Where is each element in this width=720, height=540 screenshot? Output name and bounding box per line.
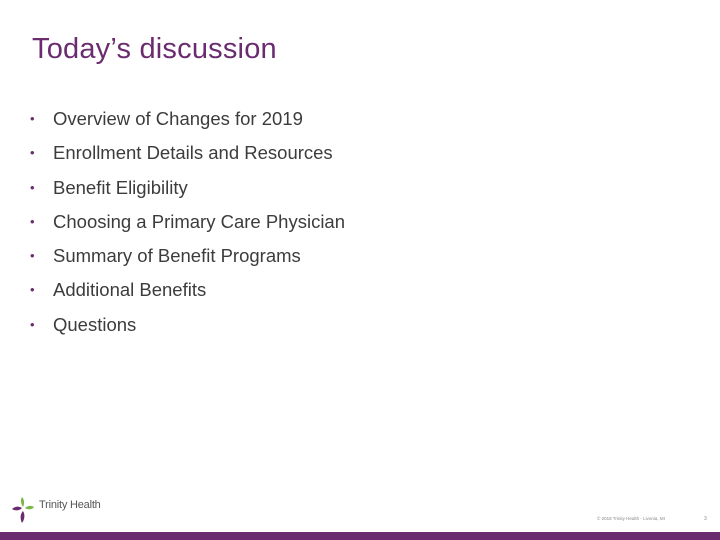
- copyright-note: © 2018 Trinity Health - Livonia, MI: [597, 516, 665, 521]
- slide-title: Today’s discussion: [32, 33, 277, 65]
- bullet-glyph: •: [30, 179, 35, 195]
- logo-leaf-bottom: [21, 511, 25, 523]
- bullet-text: Benefit Eligibility: [53, 176, 188, 198]
- bullet-glyph: •: [30, 282, 35, 298]
- bullet-glyph: •: [30, 145, 35, 161]
- bullet-text: Enrollment Details and Resources: [53, 142, 333, 164]
- bullet-text: Overview of Changes for 2019: [53, 108, 303, 129]
- bullet-text: Summary of Benefit Programs: [53, 245, 301, 267]
- bullet-item: [30, 239, 345, 273]
- bullet-item: [30, 102, 345, 136]
- bullet-item: [30, 136, 345, 170]
- page-number: 3: [704, 516, 707, 522]
- logo-leaf-top: [21, 497, 24, 507]
- bullet-item: [30, 171, 345, 205]
- bullet-text: Additional Benefits: [53, 279, 207, 301]
- bullet-text: Choosing a Primary Care Physician: [53, 210, 346, 232]
- logo-text: Trinity Health: [39, 499, 101, 511]
- bullet-glyph: •: [30, 111, 35, 126]
- bullet-text: Questions: [53, 313, 137, 335]
- bullet-glyph: •: [30, 316, 35, 332]
- bullet-glyph: •: [30, 213, 35, 229]
- footer-bar: [0, 532, 720, 540]
- logo-leaf-right: [25, 506, 34, 509]
- bullet-item: [30, 205, 345, 239]
- bullet-list: [30, 102, 345, 342]
- trinity-health-logo: [10, 495, 110, 525]
- bullet-item: [30, 308, 345, 342]
- bullet-glyph: •: [30, 248, 35, 264]
- bullet-item: [30, 273, 345, 307]
- logo-leaf-left: [12, 507, 22, 511]
- trinity-health-logo-icon: [10, 495, 38, 525]
